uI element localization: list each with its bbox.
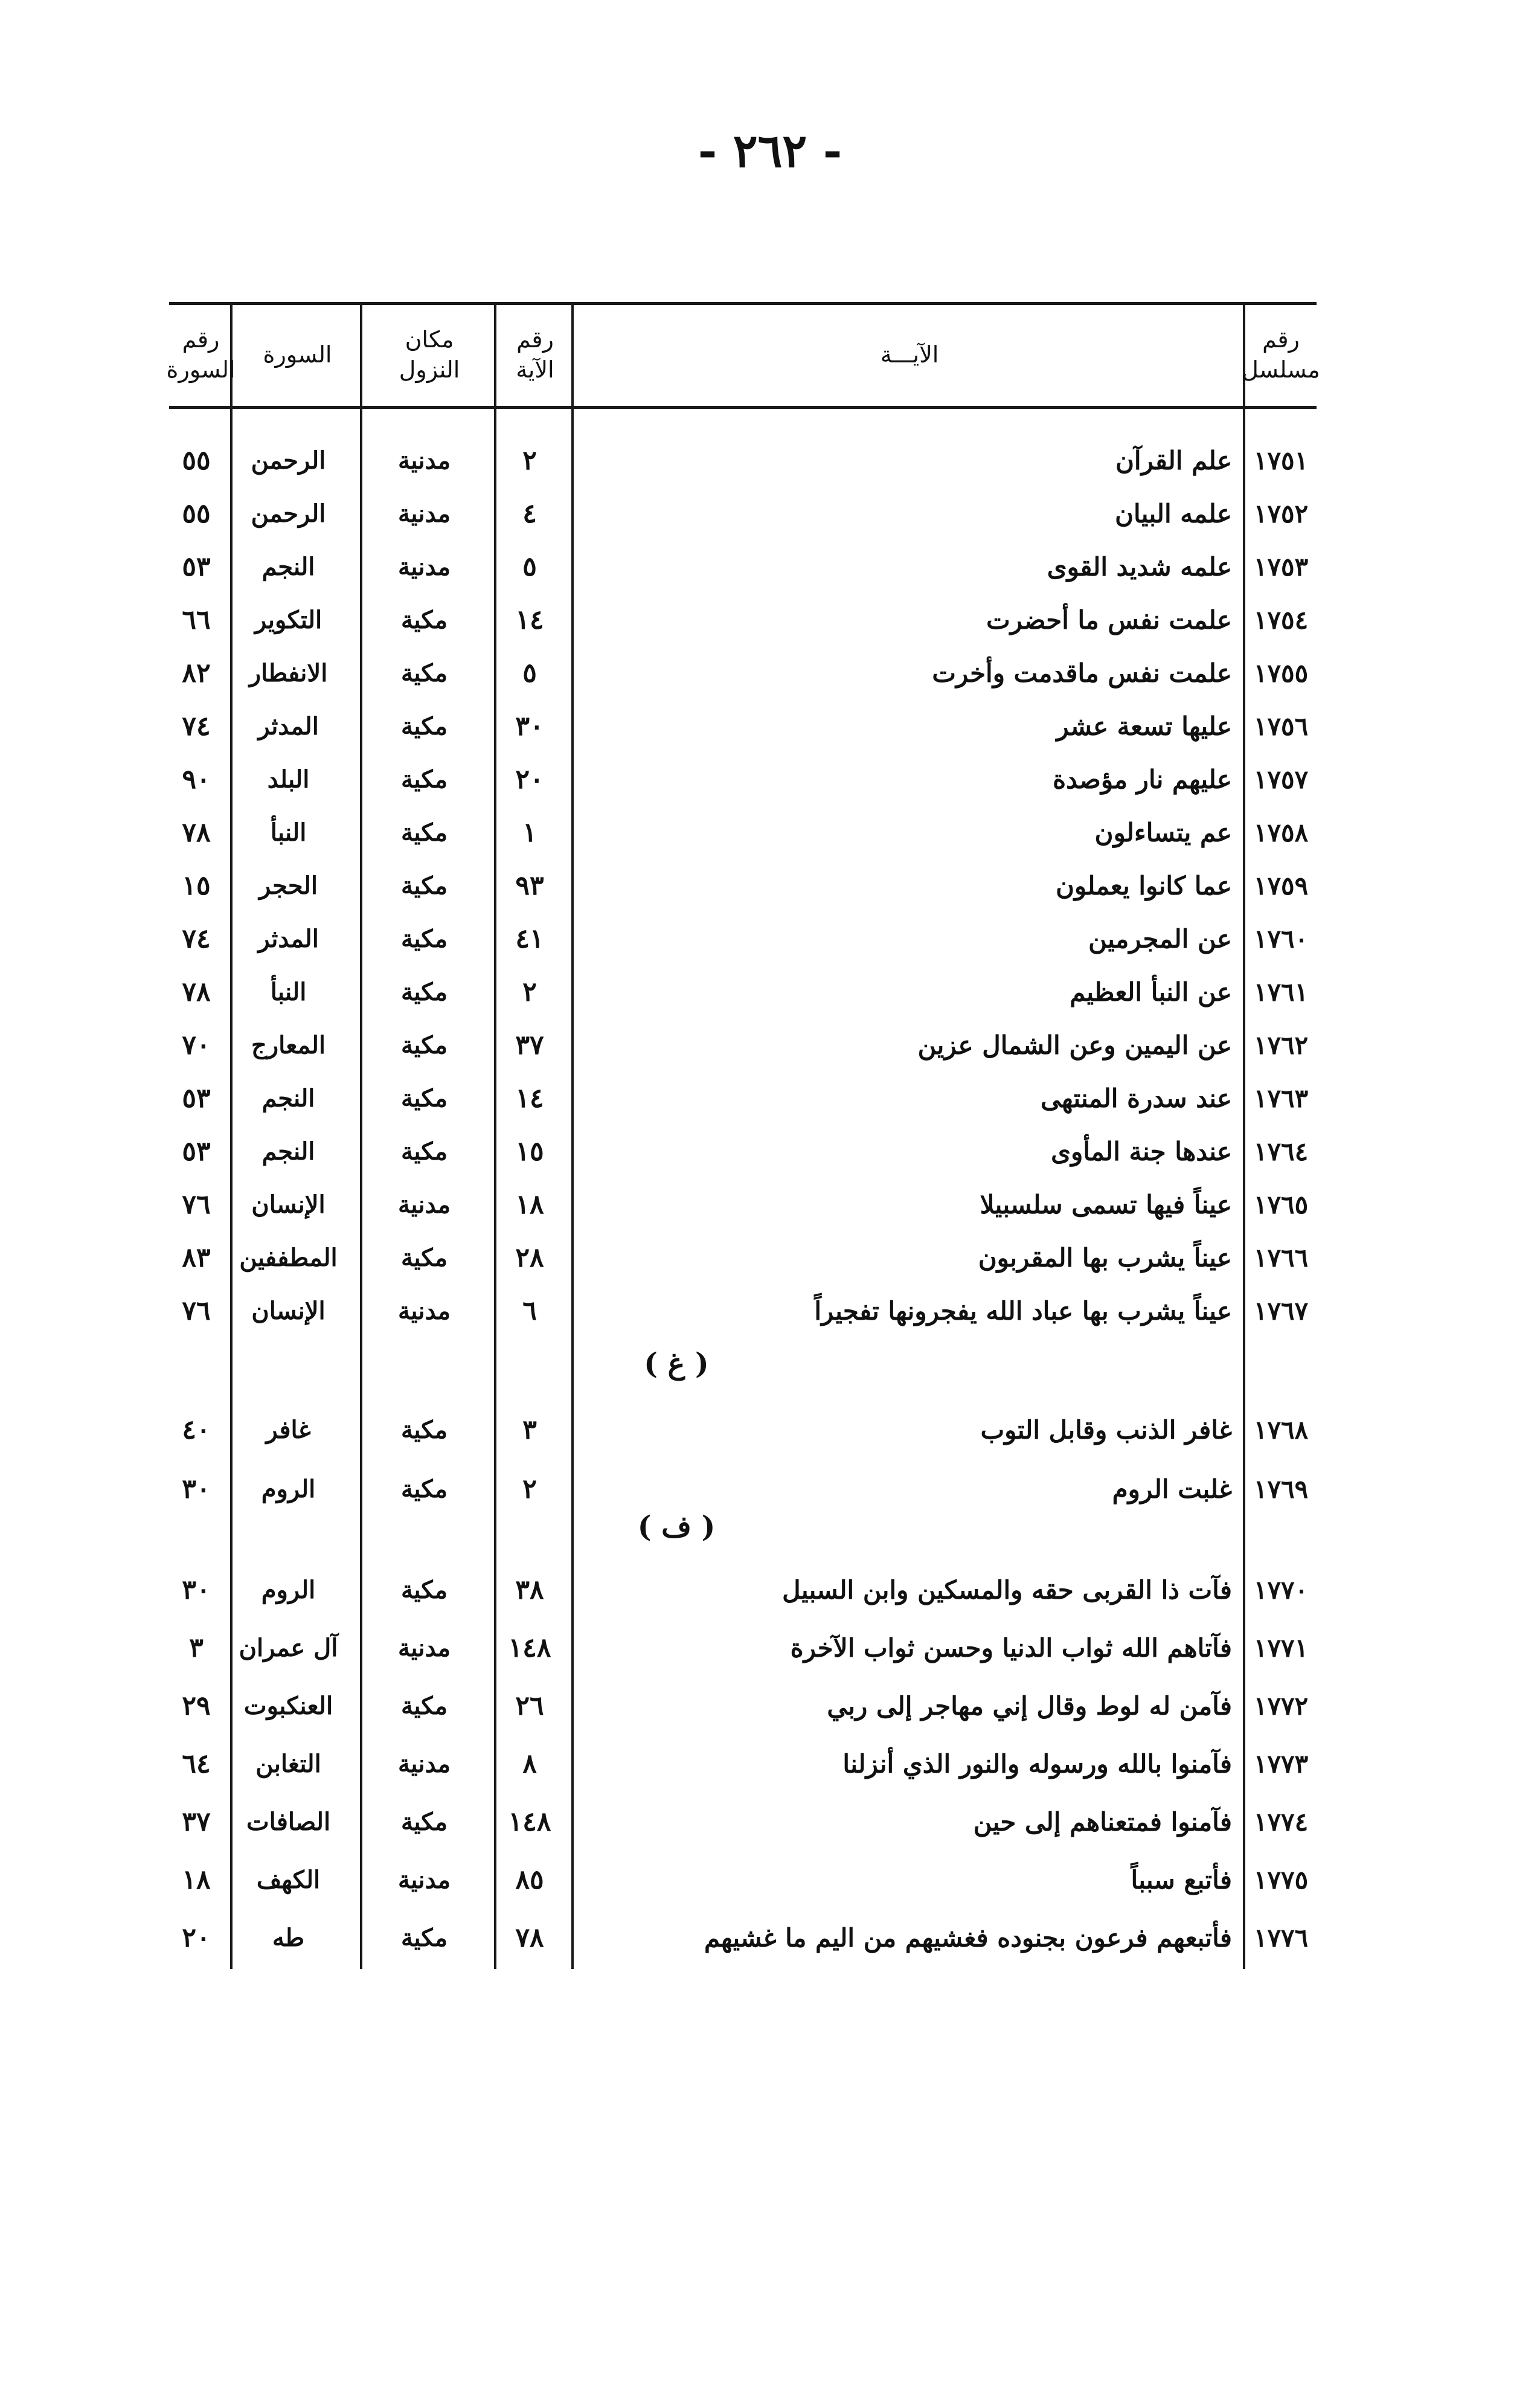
surah-number: ٦٤ [182, 1748, 211, 1779]
surah-number: ٥٥ [182, 498, 211, 529]
surah-name: الروم [261, 1575, 316, 1604]
revelation-place: مكية [400, 1030, 448, 1059]
ayah-number: ١٤٨ [508, 1632, 551, 1663]
ayah-number: ١٨ [515, 1189, 544, 1220]
surah-name: النجم [261, 552, 315, 581]
ayah-text: فآت ذا القربى حقه والمسكين وابن السبيل [782, 1575, 1232, 1605]
header-bottom-rule [169, 406, 1317, 409]
ayah-text: فآمنوا فمتعناهم إلى حين [973, 1806, 1232, 1837]
serial-number: ١٧٥٩ [1253, 870, 1309, 901]
ayah-text: فأتبعهم فرعون بجنوده فغشيهم من اليم ما غشيهم [704, 1922, 1232, 1953]
table-row [169, 1229, 1317, 1286]
revelation-place: مدنية [397, 1296, 451, 1325]
surah-number: ٣٧ [182, 1806, 211, 1837]
table-row [169, 1401, 1317, 1458]
surah-number: ٥٣ [182, 1082, 211, 1114]
serial-number: ١٧٦٦ [1253, 1242, 1309, 1273]
serial-number: ١٧٦١ [1253, 977, 1309, 1007]
surah-number: ٢٩ [182, 1690, 211, 1721]
revelation-place: مكية [400, 658, 448, 687]
surah-name: الصافات [246, 1807, 331, 1836]
surah-number: ٣٠ [182, 1473, 211, 1504]
ayah-text: عما كانوا يعملون [1056, 870, 1232, 901]
ayah-number: ٢ [522, 445, 537, 476]
surah-name: الرحمن [251, 499, 326, 528]
surah-name: البلد [267, 765, 310, 794]
table-row [169, 1176, 1317, 1233]
table-top-rule [169, 302, 1317, 305]
surah-name: المدثر [258, 711, 319, 740]
surah-name: الروم [261, 1474, 316, 1503]
section-heading-ghain: ( غ ) [644, 1347, 709, 1381]
revelation-place: مدنية [397, 1633, 451, 1662]
serial-number: ١٧٥٧ [1253, 764, 1309, 794]
table-row [169, 1735, 1317, 1792]
surah-number: ٨٢ [182, 657, 211, 689]
table-row [169, 644, 1317, 701]
revelation-place: مكية [400, 605, 448, 634]
ayah-text: علمه شديد القوى [1047, 551, 1232, 582]
revelation-place: مكية [400, 765, 448, 794]
table-row [169, 1851, 1317, 1908]
surah-number: ٥٥ [182, 445, 211, 476]
revelation-place: مكية [400, 1807, 448, 1836]
revelation-place: مكية [400, 1923, 448, 1952]
serial-number: ١٧٦٥ [1253, 1189, 1309, 1219]
surah-number: ٣٠ [182, 1574, 211, 1605]
surah-name: المعارج [251, 1030, 326, 1059]
surah-name: الكهف [256, 1865, 321, 1894]
ayah-text: علمت نفس ماقدمت وأخرت [932, 658, 1232, 688]
serial-number: ١٧٦٤ [1253, 1136, 1309, 1166]
revelation-place: مكية [400, 1243, 448, 1272]
serial-number: ١٧٧١ [1253, 1633, 1309, 1663]
ayah-number: ٣ [522, 1414, 537, 1445]
serial-number: ١٧٦٣ [1253, 1083, 1309, 1113]
surah-name: العنكبوت [243, 1691, 333, 1720]
serial-number: ١٧٥٤ [1253, 605, 1309, 635]
header-place: مكان النزول [399, 326, 460, 383]
ayah-number: ٢٠ [515, 763, 544, 795]
ayah-number: ٢٨ [515, 1242, 544, 1273]
ayah-number: ٢ [522, 1473, 537, 1504]
revelation-place: مكية [400, 818, 448, 847]
ayah-number: ٨٥ [515, 1864, 544, 1895]
surah-name: النجم [261, 1084, 315, 1113]
ayah-text: علمت نفس ما أحضرت [986, 605, 1232, 635]
table-row [169, 1561, 1317, 1618]
surah-number: ٧٤ [182, 710, 211, 742]
surah-number: ٧٨ [182, 976, 211, 1007]
surah-number: ٧٦ [182, 1189, 211, 1220]
ayah-number: ٤ [522, 498, 537, 529]
surah-number: ٤٠ [182, 1414, 211, 1445]
ayah-number: ١٤ [515, 1082, 544, 1114]
ayah-text: عليهم نار مؤصدة [1053, 764, 1232, 794]
ayah-text: عليها تسعة عشر [1056, 711, 1232, 741]
serial-number: ١٧٥٣ [1253, 551, 1309, 582]
surah-name: التغابن [255, 1749, 321, 1778]
table-row [169, 1123, 1317, 1180]
surah-name: المطففين [239, 1243, 338, 1272]
ayah-text: فأتبع سبباً [1131, 1864, 1232, 1895]
serial-number: ١٧٧٢ [1253, 1691, 1309, 1721]
surah-name: طه [272, 1923, 305, 1952]
ayah-number: ١ [522, 817, 537, 848]
header-ayah: الآيـــة [880, 341, 939, 368]
revelation-place: مكية [400, 1084, 448, 1113]
ayah-text: عندها جنة المأوى [1051, 1136, 1232, 1166]
ayah-number: ٤١ [515, 923, 544, 954]
surah-name: النجم [261, 1137, 315, 1166]
serial-number: ١٧٥٥ [1253, 658, 1309, 688]
table-row [169, 538, 1317, 595]
surah-number: ١٨ [182, 1864, 211, 1895]
surah-name: الرحمن [251, 446, 326, 475]
surah-name: آل عمران [239, 1633, 338, 1662]
serial-number: ١٧٥٨ [1253, 817, 1309, 847]
revelation-place: مدنية [397, 499, 451, 528]
table-row [169, 857, 1317, 914]
surah-number: ٧٠ [182, 1029, 211, 1061]
revelation-place: مدنية [397, 1190, 451, 1219]
serial-number: ١٧٥٦ [1253, 711, 1309, 741]
header-ayah-number: رقم الآية [516, 326, 554, 383]
ayah-number: ٥ [522, 657, 537, 689]
revelation-place: مكية [400, 1137, 448, 1166]
table-row [169, 1282, 1317, 1339]
ayah-text: عيناً يشرب بها عباد الله يفجرونها تفجيراً [814, 1296, 1232, 1326]
surah-name: المدثر [258, 924, 319, 953]
ayah-text: عيناً فيها تسمى سلسبيلا [980, 1189, 1232, 1219]
index-table [166, 302, 1320, 1969]
serial-number: ١٧٦٧ [1253, 1296, 1309, 1326]
ayah-text: غافر الذنب وقابل التوب [980, 1415, 1232, 1445]
serial-number: ١٧٦٢ [1253, 1030, 1309, 1060]
ayah-number: ٦ [522, 1295, 537, 1326]
ayah-text: عن النبأ العظيم [1070, 977, 1232, 1007]
page-number: - ٢٦٢ - [698, 124, 842, 178]
serial-number: ١٧٥٢ [1253, 498, 1309, 528]
section-heading-fa: ( ف ) [637, 1510, 716, 1544]
surah-name: النبأ [270, 977, 307, 1006]
header-surah-number: رقم السورة [166, 326, 236, 383]
ayah-number: ٩٣ [515, 870, 544, 901]
serial-number: ١٧٧٥ [1253, 1864, 1309, 1895]
ayah-number: ١٤٨ [508, 1806, 551, 1837]
serial-number: ١٧٧٠ [1253, 1575, 1309, 1605]
table-row [169, 698, 1317, 754]
ayah-number: ٨ [522, 1748, 537, 1779]
header-surah: السورة [263, 341, 332, 368]
table-row [169, 804, 1317, 861]
ayah-number: ١٤ [515, 604, 544, 635]
surah-number: ٧٦ [182, 1295, 211, 1326]
ayah-number: ٥ [522, 551, 537, 582]
table-row [169, 1677, 1317, 1734]
surah-number: ١٥ [182, 870, 211, 901]
surah-number: ٨٣ [182, 1242, 211, 1273]
serial-number: ١٧٧٦ [1253, 1922, 1309, 1953]
revelation-place: مكية [400, 924, 448, 953]
revelation-place: مكية [400, 871, 448, 900]
ayah-text: عن اليمين وعن الشمال عزين [917, 1030, 1232, 1060]
surah-name: الحجر [259, 871, 318, 900]
revelation-place: مكية [400, 711, 448, 740]
surah-number: ٧٨ [182, 817, 211, 848]
ayah-text: علمه البيان [1115, 498, 1232, 528]
surah-number: ٢٠ [182, 1922, 211, 1953]
serial-number: ١٧٦٨ [1253, 1415, 1309, 1445]
table-row [169, 910, 1317, 967]
table-row [169, 1793, 1317, 1850]
header-serial: رقم مسلسل [1242, 326, 1320, 383]
table-row [169, 963, 1317, 1020]
surah-name: الإنسان [251, 1296, 326, 1325]
surah-number: ٧٤ [182, 923, 211, 954]
ayah-text: علم القرآن [1115, 445, 1232, 475]
revelation-place: مكية [400, 1415, 448, 1444]
table-row [169, 751, 1317, 808]
surah-name: الإنسان [251, 1190, 326, 1219]
revelation-place: مكية [400, 1474, 448, 1503]
ayah-text: غلبت الروم [1112, 1474, 1232, 1504]
ayah-text: عن المجرمين [1088, 923, 1232, 954]
table-row [169, 1619, 1317, 1676]
ayah-number: ٢ [522, 976, 537, 1007]
ayah-text: عند سدرة المنتهى [1040, 1083, 1232, 1113]
ayah-text: عيناً يشرب بها المقربون [978, 1242, 1232, 1273]
surah-number: ٣ [189, 1632, 204, 1663]
ayah-number: ٧٨ [515, 1922, 544, 1953]
ayah-text: عم يتساءلون [1094, 817, 1232, 847]
ayah-text: فآتاهم الله ثواب الدنيا وحسن ثواب الآخرة [790, 1633, 1232, 1663]
revelation-place: مدنية [397, 1865, 451, 1894]
ayah-number: ١٥ [515, 1135, 544, 1167]
ayah-text: فآمنوا بالله ورسوله والنور الذي أنزلنا [842, 1749, 1232, 1779]
serial-number: ١٧٧٣ [1253, 1749, 1309, 1779]
revelation-place: مكية [400, 977, 448, 1006]
ayah-number: ٣٨ [515, 1574, 544, 1605]
table-row [169, 1460, 1317, 1517]
serial-number: ١٧٦٠ [1253, 923, 1309, 954]
ayah-number: ٣٧ [515, 1029, 544, 1061]
serial-number: ١٧٦٩ [1253, 1474, 1309, 1504]
ayah-number: ٣٠ [515, 710, 544, 742]
surah-number: ٥٣ [182, 1135, 211, 1167]
table-row [169, 432, 1317, 489]
table-row [169, 1070, 1317, 1126]
ayah-text: فآمن له لوط وقال إني مهاجر إلى ربي [827, 1691, 1232, 1721]
revelation-place: مدنية [397, 446, 451, 475]
surah-name: الانفطار [249, 658, 328, 687]
revelation-place: مدنية [397, 552, 451, 581]
revelation-place: مكية [400, 1691, 448, 1720]
serial-number: ١٧٧٤ [1253, 1806, 1309, 1837]
surah-name: غافر [266, 1415, 311, 1444]
table-row [169, 1909, 1317, 1966]
surah-number: ٥٣ [182, 551, 211, 582]
surah-number: ٦٦ [182, 604, 211, 635]
table-row [169, 1016, 1317, 1073]
revelation-place: مدنية [397, 1749, 451, 1778]
revelation-place: مكية [400, 1575, 448, 1604]
table-row [169, 485, 1317, 542]
ayah-number: ٢٦ [515, 1690, 544, 1721]
surah-number: ٩٠ [182, 763, 211, 795]
table-row [169, 591, 1317, 648]
serial-number: ١٧٥١ [1253, 445, 1309, 475]
surah-name: التكوير [254, 605, 322, 634]
surah-name: النبأ [270, 818, 307, 847]
